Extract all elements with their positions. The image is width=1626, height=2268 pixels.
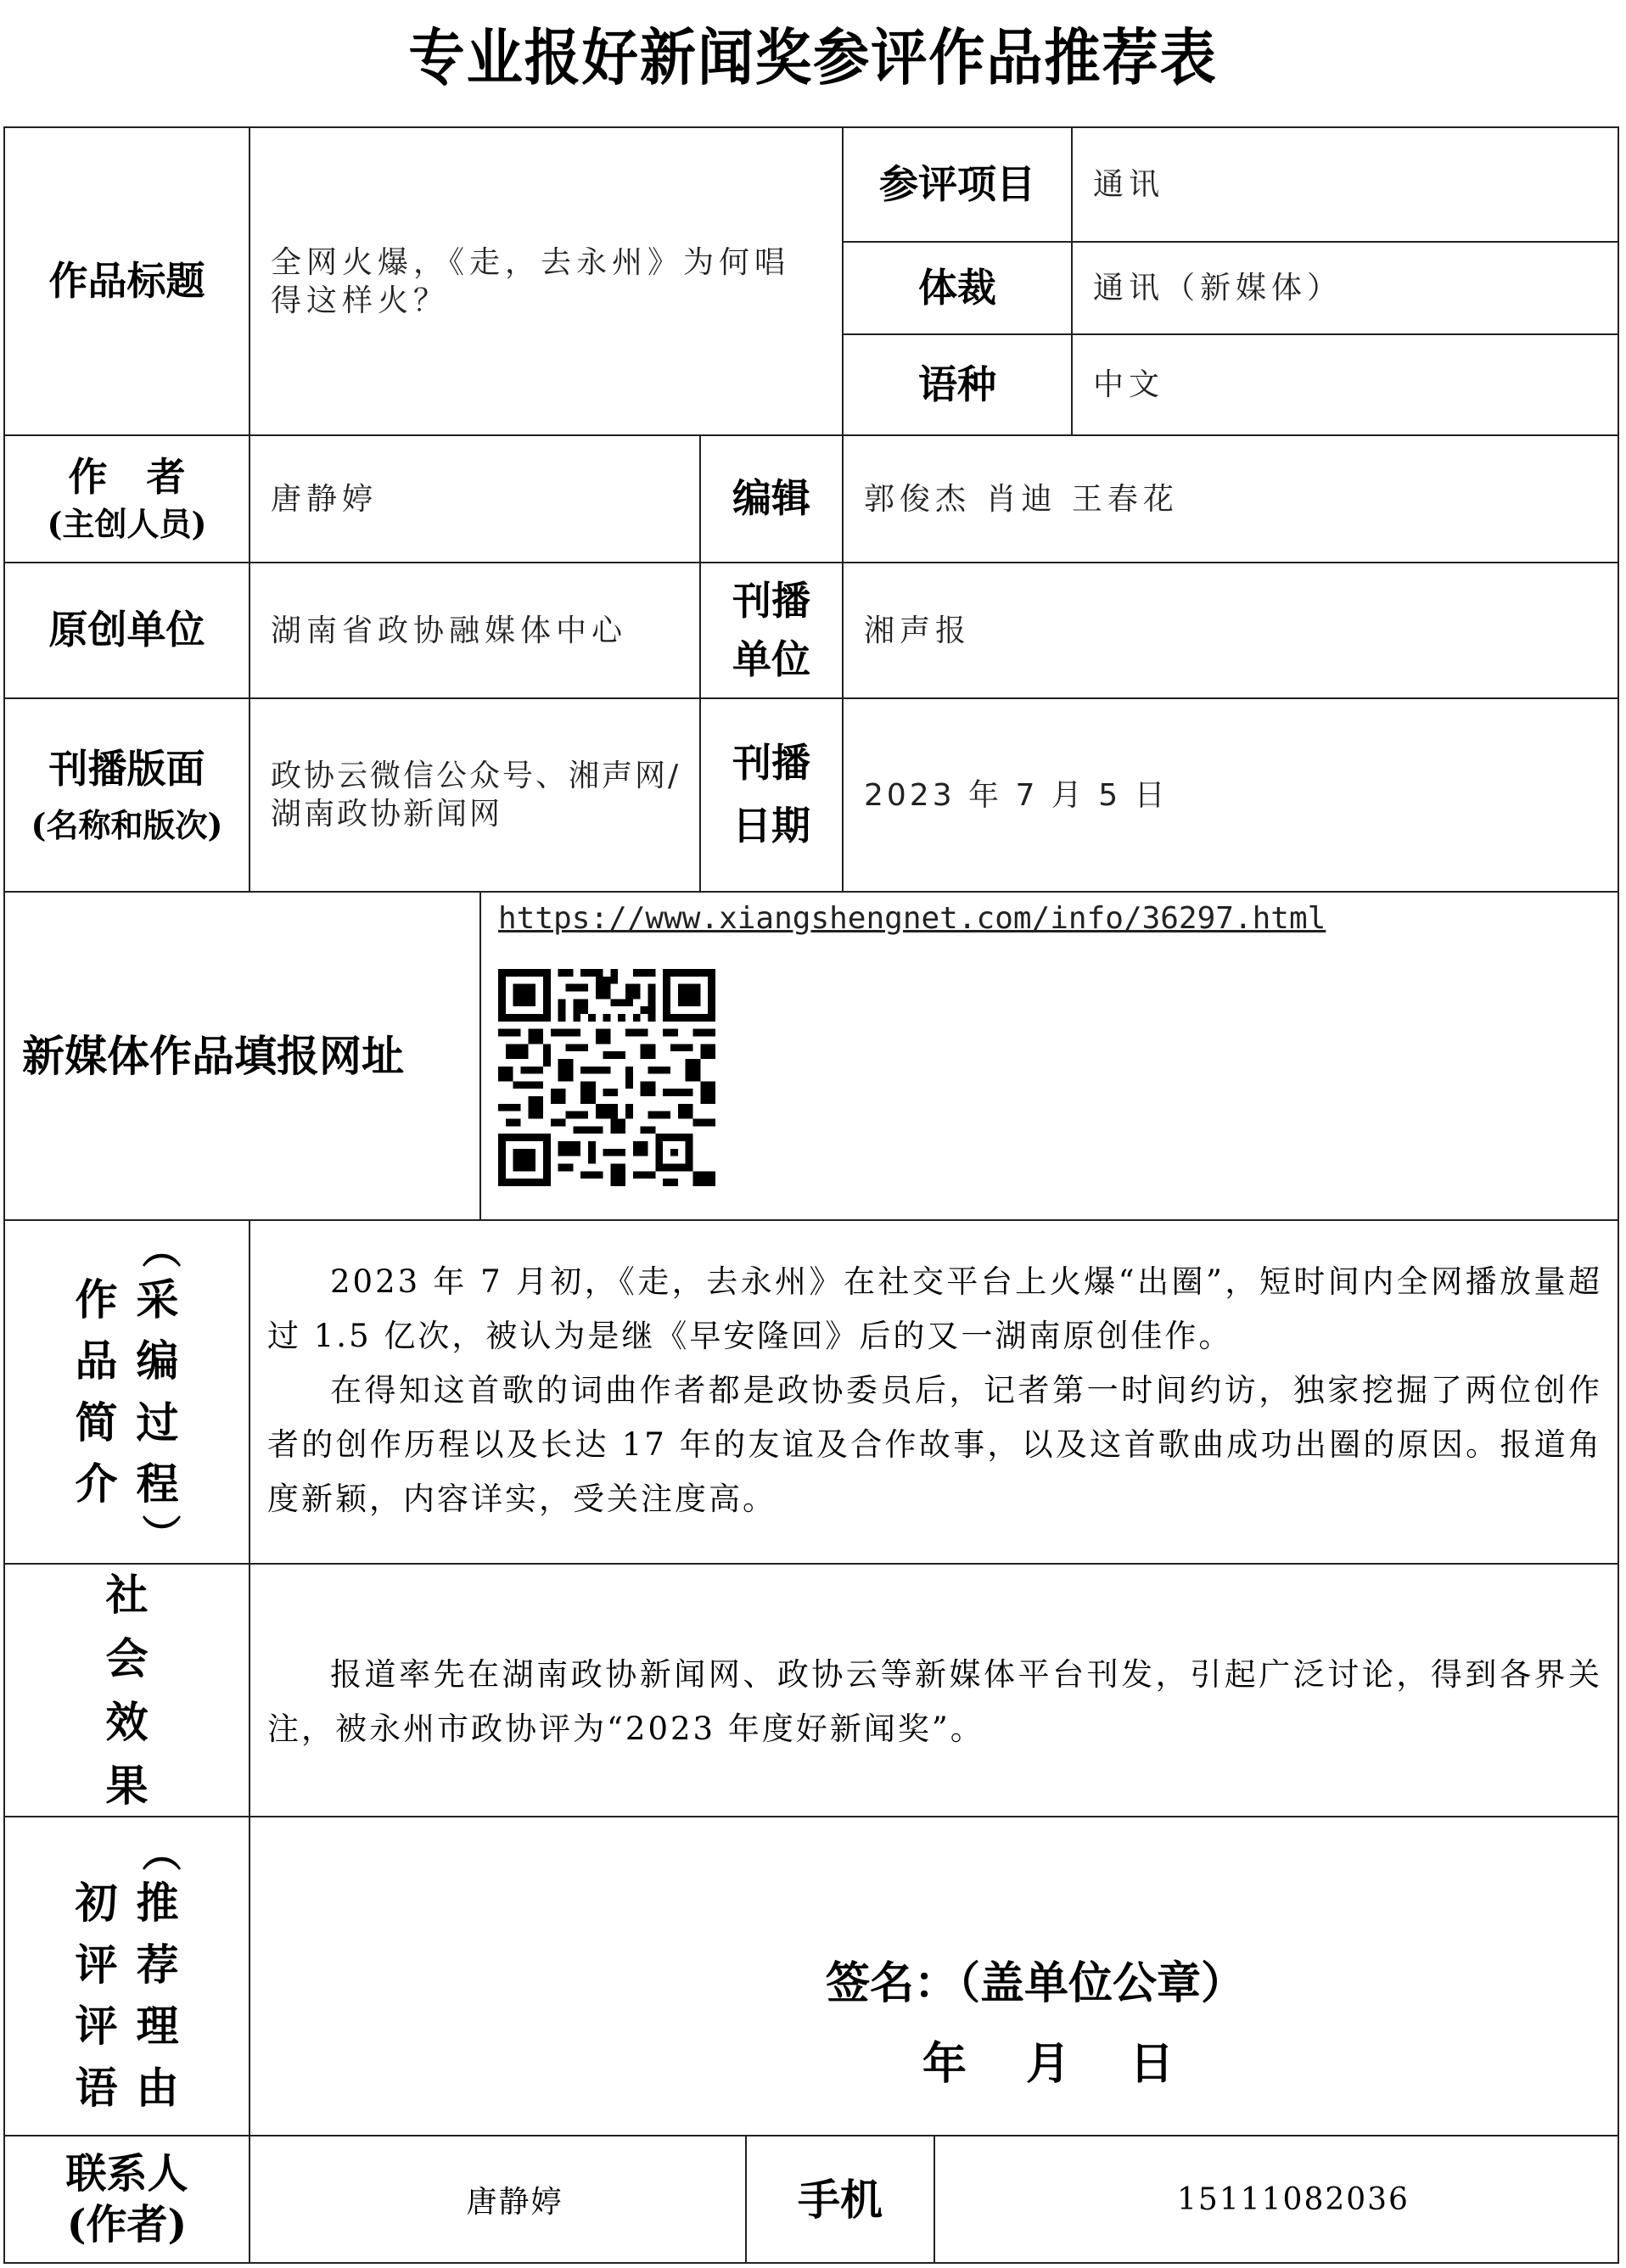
publish-date-label-line1: 刊播 [732,740,810,787]
contact-label [3,2135,250,2264]
signature-block [738,1943,1332,2104]
category-value: 通讯 [1093,167,1165,202]
genre-value: 通讯（新媒体） [1093,271,1343,305]
phone-value: 15111082036 [1177,2181,1410,2217]
social-effect-paragraph: 报道率先在湖南政协新闻网、政协云等新媒体平台刊发，引起广泛讨论，得到各界关注，被永州市政协评为“2023 年度好新闻奖”。 [267,1656,1602,1747]
recommendation-label-char: 由 [136,2062,179,2113]
phone-field[interactable] [934,2135,1619,2264]
summary-field[interactable] [249,1219,1619,1565]
publish-layout-field[interactable] [249,697,701,893]
summary-paragraph: 2023 年 7 月初，《走，去永州》在社交平台上火爆“出圈”，短时间内全网播放量超过 1.5 亿次，被认为是继《早安隆回》后的又一湖南原创佳作。 [267,1263,1602,1354]
category-label-text: 参评项目 [879,160,1035,207]
original-unit-value: 湖南省政协融媒体中心 [271,613,628,648]
summary-label-char: 过 [136,1397,179,1448]
original-unit-label-text: 原创单位 [48,607,205,653]
recommendation-label-char: 推 [136,1878,179,1928]
publish-layout-label [3,697,250,893]
recommendation-label-char: 初 [75,1878,118,1928]
summary-paragraph: 在得知这首歌的词曲作者都是政协委员后，记者第一时间约访，独家挖掘了两位创作者的创作历程以及长达 17 年的友谊及合作故事，以及这首歌曲成功出圈的原因。报道角度新颖，内容详实，受关注度高。 [267,1372,1602,1517]
social-effect-label [3,1563,250,1817]
summary-text [250,1221,1618,1526]
summary-label-grid [67,1269,188,1515]
work-title-field[interactable] [249,126,844,436]
contact-name-value: 唐静婷 [466,2184,563,2220]
summary-label-char: 品 [75,1336,118,1386]
phone-label [745,2135,935,2264]
editor-label-text: 编辑 [732,475,810,522]
original-unit-field[interactable] [249,562,701,699]
publish-unit-value: 湘声报 [864,613,972,648]
author-label [3,434,250,563]
summary-label-char: 采 [136,1274,179,1324]
summary-label-char: 作 [75,1274,118,1324]
recommendation-label-char: 荐 [136,1939,179,1990]
language-label-text: 语种 [918,361,996,407]
genre-label [842,241,1073,335]
publish-date-label [699,697,844,893]
language-field[interactable] [1071,333,1619,436]
publish-layout-label-text: 刊播版面 [48,745,205,792]
recommendation-label [3,1816,250,2136]
social-effect-text [250,1565,1618,1756]
publish-layout-value: 政协云微信公众号、湘声网/湖南政协新闻网 [271,759,681,832]
recommendation-label-block [67,1830,188,2119]
qr-code-icon[interactable] [498,969,715,1186]
publish-date-field[interactable] [842,697,1619,893]
publish-unit-label [699,562,844,699]
summary-label-block [67,1226,188,1558]
summary-paren-close: ︶ [142,1511,182,1558]
recommendation-label-char: 理 [136,2001,179,2051]
summary-label [3,1219,250,1565]
summary-label-char: 简 [75,1397,118,1448]
work-title-value: 全网火爆，《走，去永州》为何唱得这样火？ [271,244,791,318]
genre-label-text: 体裁 [918,264,996,311]
publish-unit-label-line1: 刊播 [732,578,810,624]
editor-value: 郭俊杰 肖迪 王春花 [864,481,1179,517]
publish-layout-label-sub: (名称和版次) [31,806,223,845]
language-label [842,333,1073,436]
social-effect-field[interactable] [249,1563,1619,1817]
author-field[interactable] [249,434,701,563]
new-media-url-link[interactable]: https://www.xiangshengnet.com/info/36297.html [498,901,1326,936]
original-unit-label [3,562,250,699]
category-field[interactable] [1071,126,1619,243]
social-effect-label-char: 社 [105,1570,149,1620]
recommendation-label-char: 语 [75,2062,118,2113]
recommendation-label-char: 评 [75,2001,118,2051]
signature-label: 签名：（盖单位公章） [825,1957,1245,2009]
editor-field[interactable] [842,434,1619,563]
page-title: 专业报好新闻奖参评作品推荐表 [408,21,1218,93]
social-effect-label-char: 果 [105,1761,149,1811]
recommendation-paren-open: ︵ [142,1830,182,1876]
summary-paren-open: ︵ [142,1226,182,1273]
summary-label-char: 程 [136,1459,179,1509]
new-media-url-label-text: 新媒体作品填报网址 [22,1031,404,1081]
social-effect-label-char: 效 [105,1697,149,1747]
language-value: 中文 [1093,367,1165,402]
recommendation-label-grid [67,1873,188,2119]
publish-unit-label-line2: 单位 [732,636,810,682]
contact-label-line1: 联系人 [65,2150,188,2198]
author-value: 唐静婷 [271,481,378,517]
publish-date-label-line2: 日期 [732,803,810,848]
contact-label-line2: (作者) [66,2201,188,2248]
new-media-url-field [479,891,1619,1221]
work-title-label-text: 作品标题 [48,257,205,304]
contact-name-field[interactable] [249,2135,747,2264]
category-label [842,126,1073,243]
genre-field[interactable] [1071,241,1619,335]
summary-label-char: 介 [75,1459,118,1509]
social-effect-label-char: 会 [105,1633,149,1683]
editor-label [699,434,844,563]
work-title-label [3,126,250,436]
publish-unit-field[interactable] [842,562,1619,699]
author-label-text: 作 者 [68,454,186,501]
summary-label-char: 编 [136,1336,179,1386]
recommendation-label-char: 评 [75,1939,118,1990]
author-label-sub: (主创人员) [47,505,207,544]
publish-date-value: 2023 年 7 月 5 日 [864,777,1169,813]
signature-date: 年 月 日 [922,2038,1175,2090]
new-media-url-label [3,891,481,1221]
phone-label-text: 手机 [798,2174,883,2225]
